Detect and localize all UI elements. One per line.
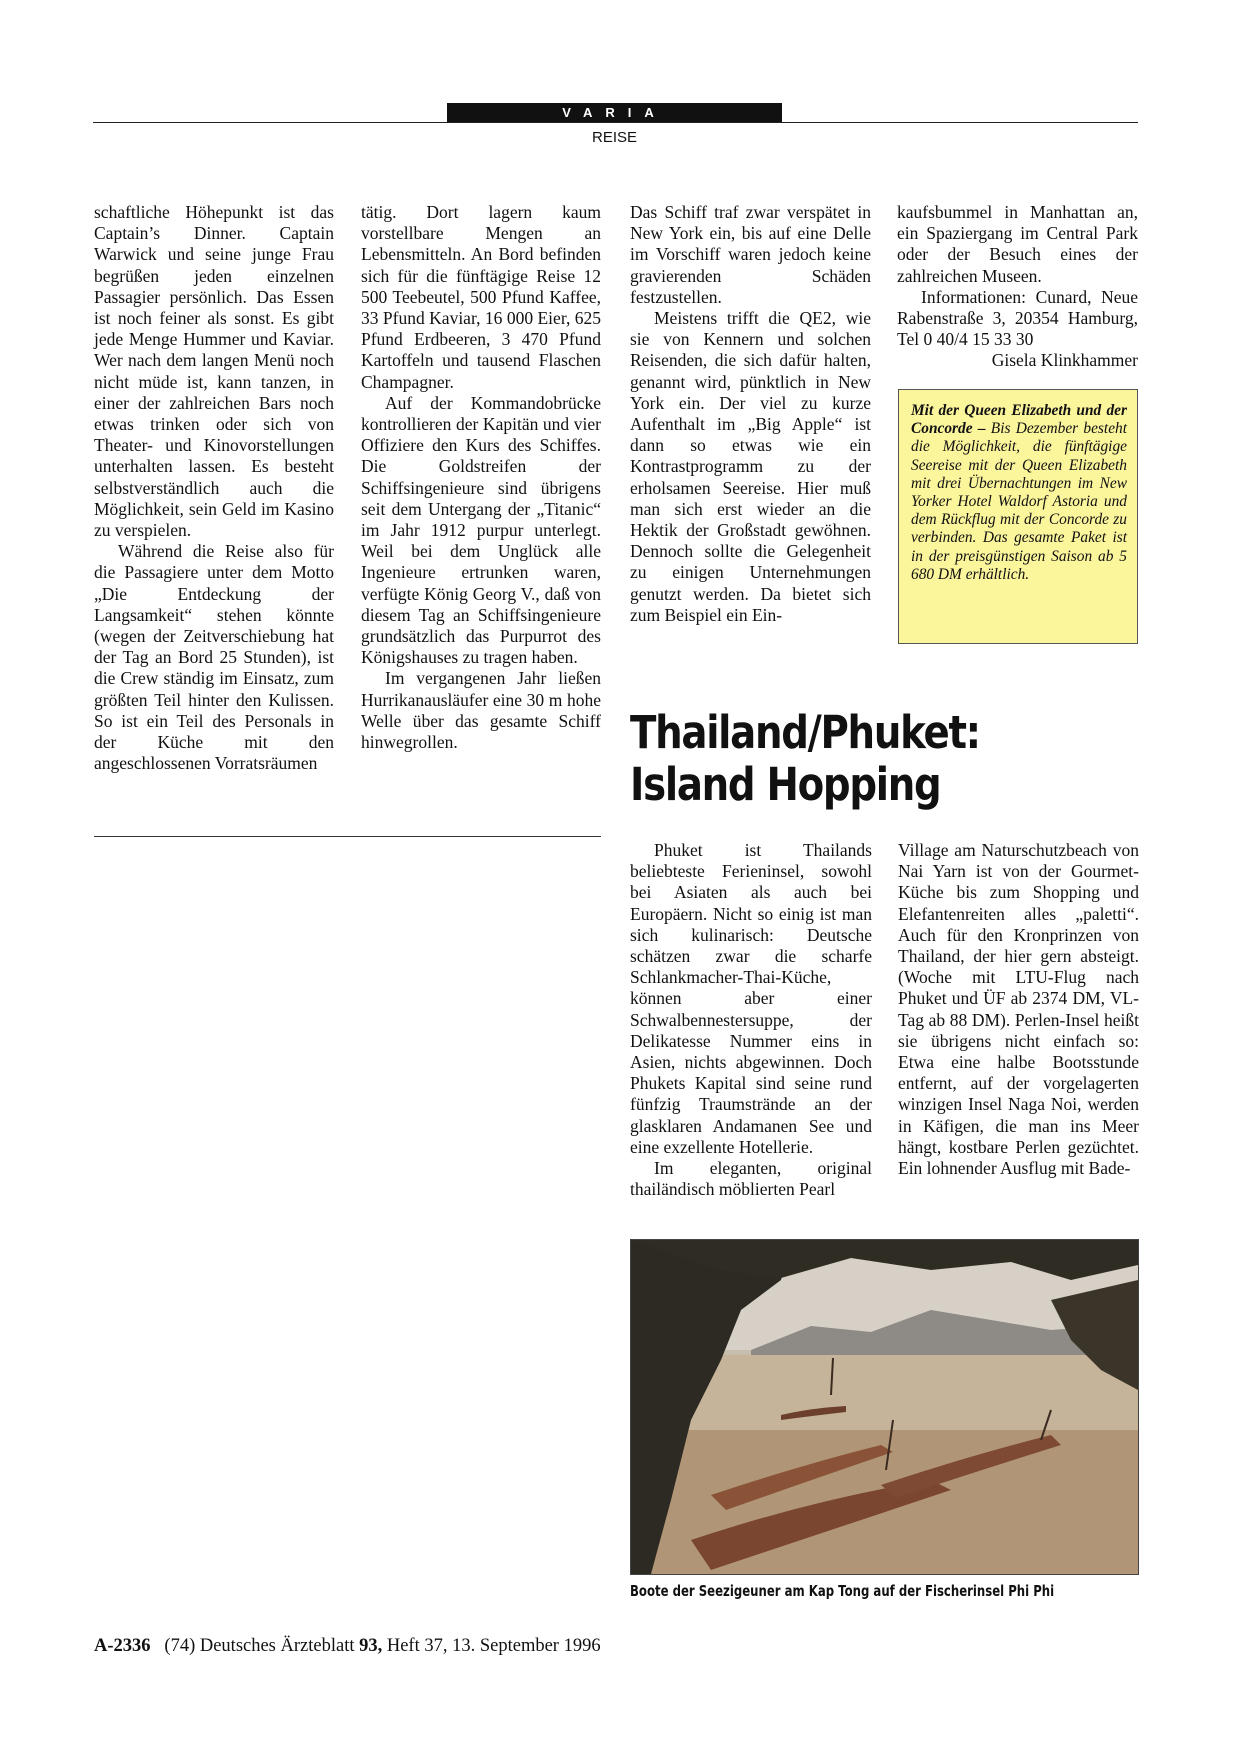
info-box xyxy=(898,389,1138,644)
paragraph: schaftliche Höhepunkt ist das Captain’s Dinner. Captain Warwick und seine junge Frau begrüßen jeden einzelnen Passagier persönlich. Das Essen ist noch feiner als sonst. Es gibt jede Menge Hummer und Kaviar. Wer nach dem langen Menü noch nicht müde ist, kann tanzen, in einer der zahlreichen Bars noch etwas trinken oder sich von Theater- und Kinovorstellungen unterhalten lassen. Es besteht selbstverständlich auch die Möglichkeit, sein Geld im Kasino zu verspielen. xyxy=(94,202,334,541)
info-paragraph: Informationen: Cunard, Neue Rabenstraße 3, 20354 Hamburg, Tel 0 40/4 15 33 30 xyxy=(897,286,1138,350)
article-end-rule xyxy=(94,836,601,837)
paragraph: Das Schiff traf zwar verspätet in New York ein, bis auf eine Delle im Vorschiff waren jedoch keine gravierenden Schäden festzustellen. xyxy=(630,202,871,307)
article2-headline xyxy=(630,707,1069,811)
headline-line-1: Thailand/Phuket: xyxy=(630,706,980,759)
section-label: VARIA xyxy=(447,103,782,122)
journal-issue: Heft 37, 13. September 1996 xyxy=(386,1636,601,1656)
paragraph: Phuket ist Thailands beliebteste Ferieninsel, sowohl bei Asiaten als auch bei Europäern. Nicht so einig ist man sich kulinarisch: Deutsche schätzen zwar die scharfe Schlankmacher-Thai-Küche, können aber einer Schwalbennestersuppe, der Delikatesse Nummer eins in Asien, nichts abgewinnen. Doch Phukets Kapital sind seine rund fünfzig Traumstrände an der glasklaren Andamanen See und eine exzellente Hotellerie. xyxy=(630,840,872,1157)
paragraph: Auf der Kommandobrücke kontrollieren der Kapitän und vier Offiziere den Kurs des Schiffes. Die Goldstreifen der Schiffsingenieure sind übrigens seit dem Untergang der „Titanic“ im Jahr 1912 purpur unterlegt. Weil bei dem Unglück alle Ingenieure ertrunken waren, verfügte König Georg V., daß von diesem Tag an Schiffsingenieure grundsätzlich das Purpurrot des Königshauses zu tragen haben. xyxy=(361,392,601,668)
paragraph: Meistens trifft die QE2, wie sie von Kennern und solchen Reisenden, die sich dafür halten, genannt wird, pünktlich in New York ein. Der viel zu kurze Aufenthalt im „Big Apple“ ist dann so etwas wie ein Kontrastprogramm zu der erholsamen Seereise. Hier muß man sich erst wieder an die Hektik der Großstadt gewöhnen. Dennoch sollte die Gelegenheit zu einigen Unternehmungen genutzt werden. Da bietet sich zum Beispiel ein Ein- xyxy=(630,308,871,625)
article1-column-2 xyxy=(361,202,601,753)
paragraph: kaufsbummel in Manhattan an, ein Spaziergang im Central Park oder der Besuch eines der zahlreichen Museen. xyxy=(897,202,1138,286)
page-code: A-2336 xyxy=(94,1636,151,1656)
page-footer xyxy=(94,1636,601,1657)
info-box-lead: Mit der Queen Elizabeth und der Concorde – xyxy=(911,402,1127,438)
paragraph: tätig. Dort lagern kaum vorstellbare Mengen an Lebensmitteln. An Bord befinden sich für die fünftägige Reise 12 500 Teebeutel, 500 Pfund Kaffee, 33 Pfund Kaviar, 16 000 Eier, 625 Pfund Erdbeeren, 3 470 Pfund Kartoffeln und tausend Flaschen Champagner. xyxy=(361,202,601,392)
headline-line-2: Island Hopping xyxy=(630,758,941,811)
boats-photo-illustration xyxy=(631,1240,1138,1574)
author-name: Gisela Klinkhammer xyxy=(991,350,1138,371)
paragraph: Im vergangenen Jahr ließen Hurrikanausläufer eine 30 m hohe Welle über das gesamte Schiff hinwegrollen. xyxy=(361,668,601,753)
paragraph: Im eleganten, original thailändisch möblierten Pearl xyxy=(630,1158,872,1200)
article1-column-3 xyxy=(630,202,871,626)
boats-photo xyxy=(630,1239,1139,1575)
paragraph: Village am Naturschutzbeach von Nai Yarn ist von der Gourmet-Küche bis zum Shopping und Elefantenreiten alles „paletti“. Auch für den Kronprinzen von Thailand, der hier gern absteigt. (Woche mit LTU-Flug nach Phuket und ÜF ab 2374 DM, VL-Tag ab 88 DM). Perlen-Insel heißt sie übrigens nicht einfach so: Etwa eine halbe Bootsstunde entfernt, auf der vorgelagerten winzigen Insel Naga Noi, werden in Käfigen, die man ins Meer hängt, kostbare Perlen gezüchtet. Ein lohnender Ausflug mit Bade- xyxy=(898,840,1139,1179)
article1-column-4 xyxy=(897,202,1138,372)
article1-column-1 xyxy=(94,202,334,774)
info-box-text: Bis Dezember besteht die Möglichkeit, die fünftägige Seereise mit der Queen Elizabeth mit drei Übernachtungen im New Yorker Hotel Waldorf Astoria und dem Rückflug mit der Concorde zu verbinden. Das gesamte Paket ist in der preisgünstigen Saison ab 5 680 DM erhältlich. xyxy=(911,420,1127,583)
article2-column-2 xyxy=(898,840,1139,1179)
photo-caption: Boote der Seezigeuner am Kap Tong auf der Fischerinsel Phi Phi xyxy=(630,1582,1055,1600)
subsection-label: REISE xyxy=(591,129,637,146)
header-rule xyxy=(93,122,1138,123)
paragraph: Während die Reise also für die Passagiere unter dem Motto „Die Entdeckung der Langsamkeit“ stehen könnte (wegen der Zeitverschiebung hat der Tag an Bord 25 Stunden), ist die Crew ständig im Einsatz, zum größten Teil hinter den Kulissen. So ist ein Teil des Personals in der Küche mit den angeschlossenen Vorratsräumen xyxy=(94,541,334,774)
journal-volume: 93, xyxy=(359,1636,383,1656)
article2-column-1 xyxy=(630,840,872,1200)
journal-name: (74) Deutsches Ärzteblatt xyxy=(164,1636,355,1656)
